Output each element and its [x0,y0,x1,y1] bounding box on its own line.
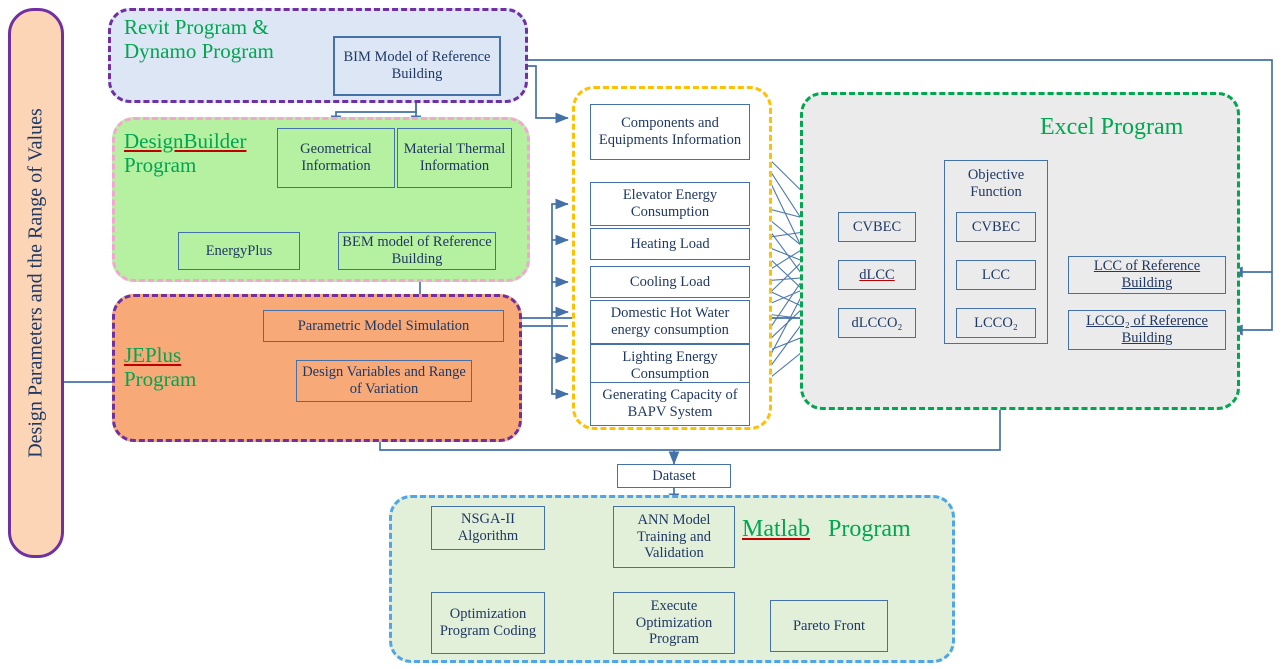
node-dlcco2-intermediate[interactable]: dLCCO₂ [838,308,916,338]
node-execute-optimization[interactable]: Execute Optimization Program [613,592,735,654]
node-parametric-model-simulation[interactable]: Parametric Model Simulation [263,310,504,342]
node-lcco2-reference[interactable]: LCCO₂ of Reference Building [1068,310,1226,350]
node-ann-model[interactable]: ANN Model Training and Validation [613,506,735,568]
revit-title-line2: Dynamo Program [124,38,274,63]
jeplus-title-word1: JEPlus [124,343,182,367]
node-dataset[interactable]: Dataset [617,464,731,488]
designbuilder-group-title [124,130,294,177]
node-dlcc-intermediate[interactable]: dLCC [838,260,916,290]
objective-function-label: Objective Function [967,167,1025,200]
excel-group-title: Excel Program [1040,114,1184,140]
design-parameters-label: Design Parameters and the Range of Values [24,108,47,458]
revit-group-title [124,16,324,63]
node-nsga-ii[interactable]: NSGA-II Algorithm [431,506,545,550]
node-objective-lcco2[interactable]: LCCO₂ [956,308,1036,338]
node-cvbec-intermediate[interactable]: CVBEC [838,212,916,242]
jeplus-group-title [124,344,274,391]
node-energyplus[interactable]: EnergyPlus [178,232,300,270]
node-components-equipments[interactable]: Components and Equipments Information [590,104,750,160]
node-lighting-energy[interactable]: Lighting Energy Consumption [590,344,750,388]
jeplus-title-word2: Program [124,366,197,391]
node-bem-model[interactable]: BEM model of Reference Building [338,232,496,270]
node-bim-model[interactable]: BIM Model of Reference Building [333,36,501,96]
node-objective-lcc[interactable]: LCC [956,260,1036,290]
node-heating-load[interactable]: Heating Load [590,228,750,260]
node-objective-cvbec[interactable]: CVBEC [956,212,1036,242]
matlab-group-title [742,516,911,543]
matlab-title-word2: Program [827,516,911,542]
node-optimization-coding[interactable]: Optimization Program Coding [431,592,545,654]
design-parameters-panel [8,8,64,558]
node-lcc-reference[interactable]: LCC of Reference Building [1068,256,1226,294]
node-pareto-front[interactable]: Pareto Front [770,600,888,652]
node-material-thermal-information[interactable]: Material Thermal Information [397,128,512,188]
designbuilder-title-word1: DesignBuilder [124,129,247,153]
matlab-title-word1: Matlab [742,516,810,542]
node-cooling-load[interactable]: Cooling Load [590,266,750,298]
node-geometrical-information[interactable]: Geometrical Information [277,128,395,188]
node-dhw-energy[interactable]: Domestic Hot Water energy consumption [590,300,750,344]
node-bapv-capacity[interactable]: Generating Capacity of BAPV System [590,382,750,426]
designbuilder-title-word2: Program [124,152,197,177]
node-elevator-energy[interactable]: Elevator Energy Consumption [590,182,750,226]
node-design-variables[interactable]: Design Variables and Range of Variation [296,360,472,402]
revit-title-line1: Revit Program & [124,15,269,39]
